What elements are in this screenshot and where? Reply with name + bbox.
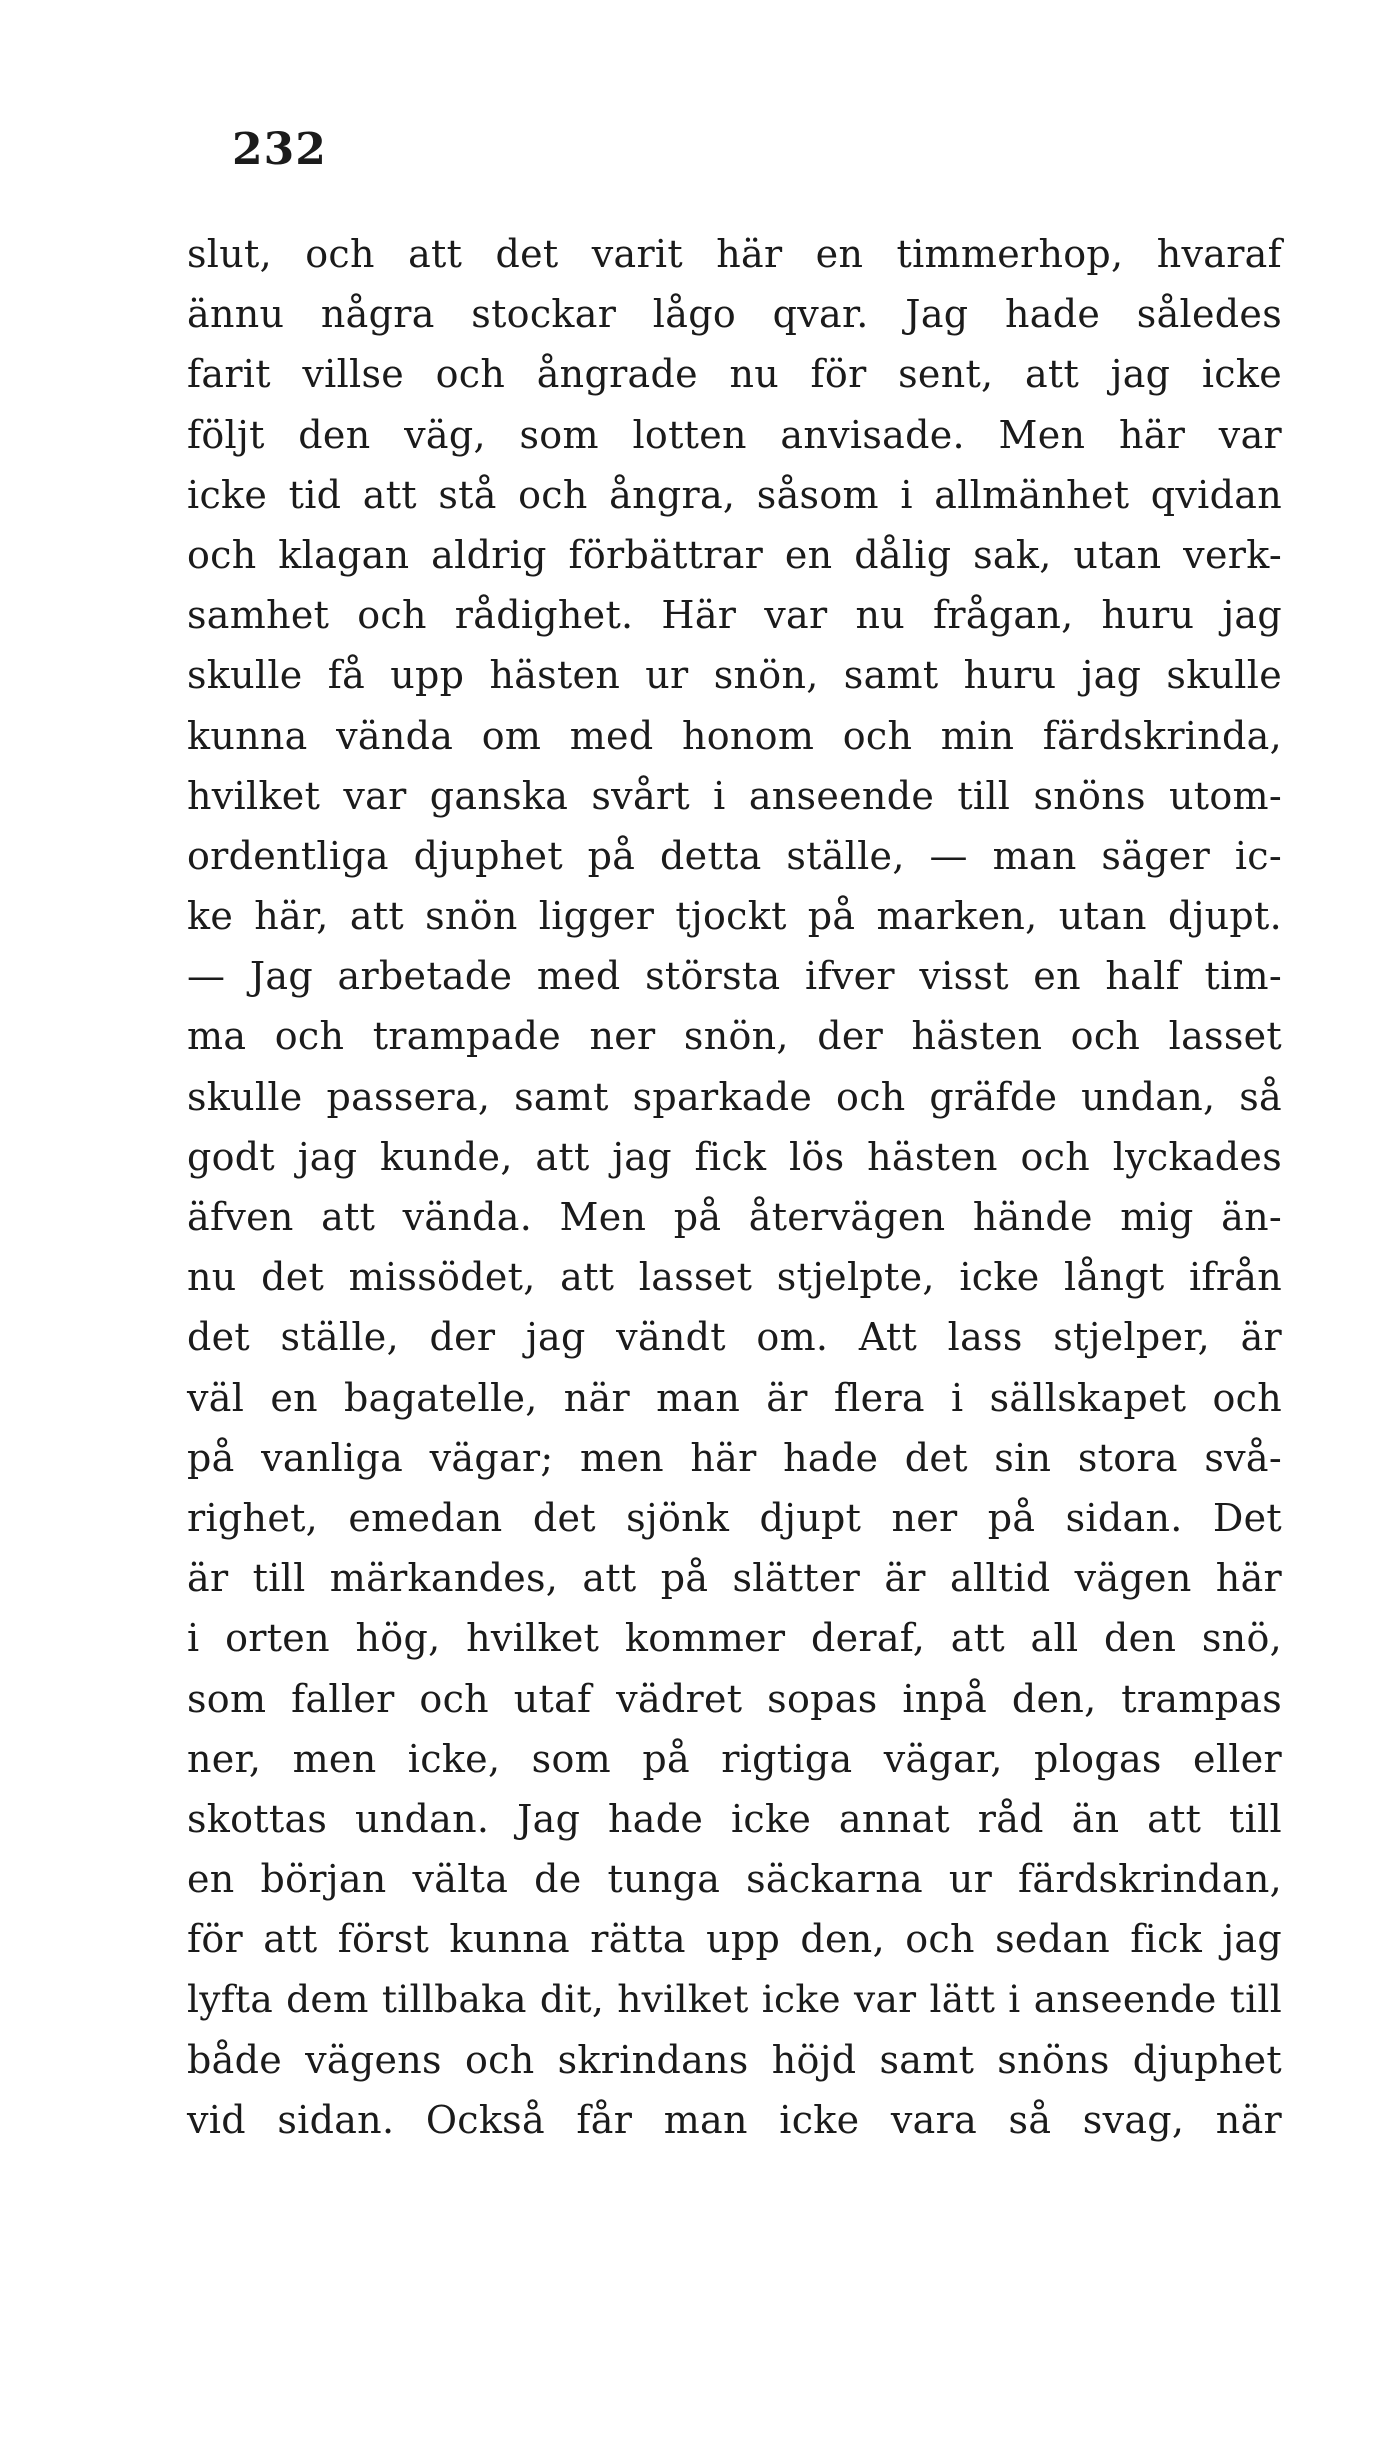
text-line: ner, men icke, som på rigtiga vägar, plogas eller bbox=[187, 1736, 1282, 1781]
text-line: både vägens och skrindans höjd samt snöns djuphet bbox=[187, 2037, 1282, 2082]
text-line: på vanliga vägar; men här hade det sin stora svå- bbox=[187, 1435, 1282, 1480]
text-line: en början välta de tunga säckarna ur färdskrindan, bbox=[187, 1857, 1282, 1902]
text-line: ordentliga djuphet på detta ställe, — man säger ic- bbox=[187, 833, 1282, 878]
text-line: ma och trampade ner snön, der hästen och lasset bbox=[187, 1014, 1282, 1059]
text-line: i orten hög, hvilket kommer deraf, att all den snö, bbox=[187, 1616, 1282, 1661]
text-line: lyfta dem tillbaka dit, hvilket icke var lätt i anseende till bbox=[187, 1977, 1282, 2022]
text-line: är till märkandes, att på slätter är alltid vägen här bbox=[187, 1556, 1282, 1601]
text-line: vid sidan. Också får man icke vara så svag, när bbox=[187, 2097, 1282, 2142]
text-line: skulle få upp hästen ur snön, samt huru jag skulle bbox=[187, 653, 1282, 698]
body-text bbox=[187, 224, 1282, 2150]
text-line: som faller och utaf vädret sopas inpå den, trampas bbox=[187, 1676, 1282, 1721]
text-line: följt den väg, som lotten anvisade. Men här var bbox=[187, 412, 1282, 457]
text-line: väl en bagatelle, när man är flera i sällskapet och bbox=[187, 1375, 1282, 1420]
text-line: för att först kunna rätta upp den, och sedan fick jag bbox=[187, 1917, 1282, 1962]
text-line: farit villse och ångrade nu för sent, att jag icke bbox=[187, 352, 1282, 397]
text-line: slut, och att det varit här en timmerhop, hvaraf bbox=[187, 232, 1282, 276]
text-line: righet, emedan det sjönk djupt ner på sidan. Det bbox=[187, 1495, 1282, 1540]
text-line: ännu några stockar lågo qvar. Jag hade således bbox=[187, 292, 1282, 337]
text-line: hvilket var ganska svårt i anseende till snöns utom- bbox=[187, 773, 1282, 818]
text-line: godt jag kunde, att jag fick lös hästen och lyckades bbox=[187, 1134, 1282, 1179]
text-line: skottas undan. Jag hade icke annat råd än att till bbox=[187, 1796, 1282, 1841]
text-line: och klagan aldrig förbättrar en dålig sak, utan verk- bbox=[187, 532, 1282, 577]
page-number: 232 bbox=[232, 124, 327, 175]
text-line: icke tid att stå och ångra, såsom i allmänhet qvidan bbox=[187, 472, 1282, 517]
text-line: nu det missödet, att lasset stjelpte, icke långt ifrån bbox=[187, 1255, 1282, 1300]
text-line: kunna vända om med honom och min färdskrinda, bbox=[187, 713, 1282, 758]
text-line: skulle passera, samt sparkade och gräfde undan, så bbox=[187, 1074, 1282, 1119]
text-line: det ställe, der jag vändt om. Att lass stjelper, är bbox=[187, 1315, 1282, 1360]
text-line: — Jag arbetade med största ifver visst en half tim- bbox=[187, 954, 1282, 999]
text-line: samhet och rådighet. Här var nu frågan, huru jag bbox=[187, 593, 1282, 638]
text-line: ke här, att snön ligger tjockt på marken, utan djupt. bbox=[187, 894, 1282, 939]
text-line: äfven att vända. Men på återvägen hände mig än- bbox=[187, 1195, 1282, 1239]
